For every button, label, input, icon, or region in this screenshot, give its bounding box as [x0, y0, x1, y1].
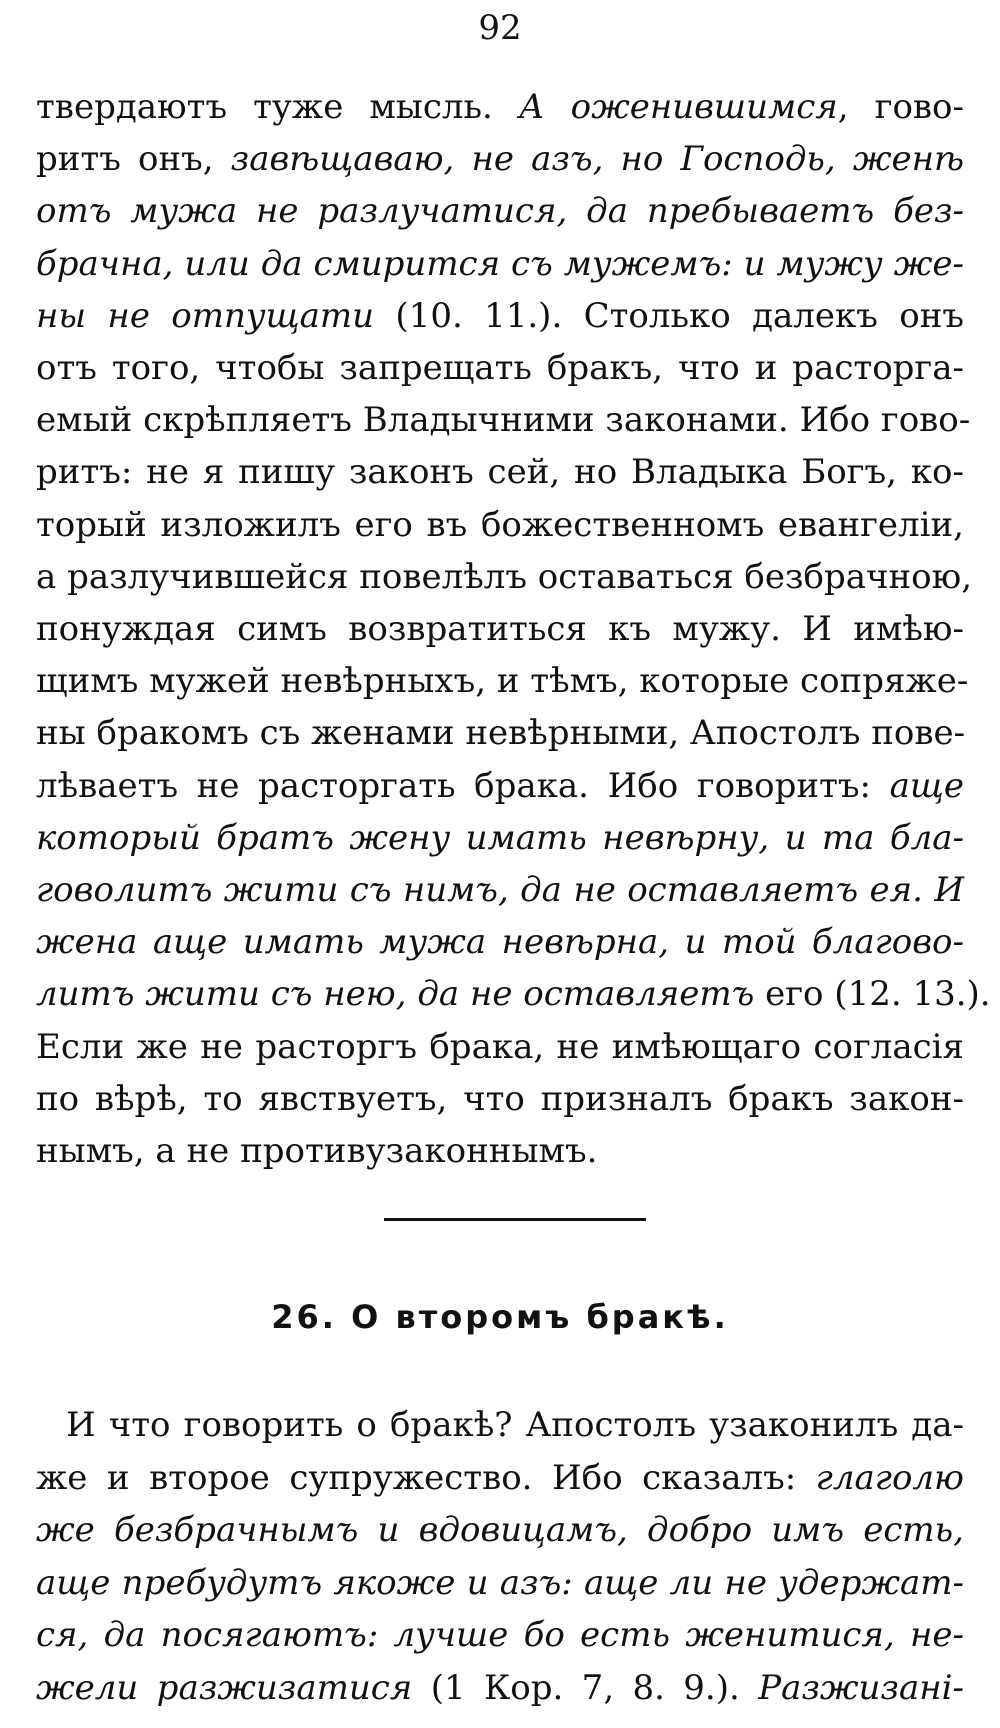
- text-line: [36, 500, 964, 550]
- text-line: [36, 1505, 964, 1555]
- text-line: [36, 708, 964, 758]
- text-line: [36, 865, 964, 915]
- text-line: [36, 917, 964, 967]
- text-line: [36, 656, 969, 706]
- text-line: [36, 1453, 964, 1503]
- text-run: же и второе супружество. Ибо сказалъ:: [36, 1457, 816, 1498]
- text-run: , гово-: [837, 87, 965, 127]
- italic-quote: жена аще имать мужа невѣрна, и той благово-: [36, 922, 964, 963]
- italic-quote: завѣщаваю, не азъ, но Господь, женѣ: [230, 139, 964, 180]
- text-line: [36, 761, 964, 811]
- text-line: [36, 1558, 964, 1608]
- text-run: по вѣрѣ, то явствуетъ, что призналъ бракъ закон-: [36, 1078, 964, 1119]
- italic-quote: А оженившимся: [518, 87, 838, 127]
- text-run: емый скрѣпляетъ Владычними законами. Ибо гово-: [36, 400, 971, 441]
- italic-quote: ны не отпущати: [36, 295, 375, 336]
- italic-quote: ся, да посягаютъ: лучше бо есть женитися, не-: [36, 1615, 964, 1655]
- text-line: [36, 969, 991, 1019]
- text-run: ритъ онъ,: [36, 139, 231, 180]
- text-run: (1 Кор. 7, 8. 9.).: [412, 1667, 759, 1708]
- italic-quote: глаголю: [815, 1457, 964, 1498]
- text-line: [36, 82, 964, 132]
- italic-quote: аще: [889, 765, 964, 806]
- italic-quote: отъ мужа не разлучатися, да пребываетъ без-: [36, 191, 964, 232]
- text-run: понуждая симъ возвратиться къ мужу. И имѣю-: [36, 609, 964, 649]
- text-line: [36, 186, 964, 236]
- text-run: лѣваетъ не расторгать брака. Ибо говоритъ:: [36, 765, 890, 806]
- text-run: ны бракомъ съ женами невѣрными, Апостолъ пове-: [36, 713, 966, 754]
- text-line: [36, 239, 964, 289]
- section-heading: 26. О второмъ бракѣ.: [271, 1298, 729, 1336]
- italic-quote: жели разжизатися: [36, 1667, 413, 1708]
- text-run: (10. 11.). Столько далекъ онъ: [374, 295, 964, 336]
- text-line: [36, 134, 964, 184]
- text-run: а разлучившейся повелѣлъ оставаться безбрачною,: [36, 556, 973, 597]
- text-run: его (12. 13.).: [754, 974, 991, 1015]
- text-run: нымъ, а не противузаконнымъ.: [36, 1131, 598, 1171]
- italic-quote: брачна, или да смирится съ мужемъ: и мужу же-: [36, 243, 964, 284]
- text-line: [36, 1610, 964, 1660]
- text-line: [36, 604, 964, 654]
- italic-quote: Разжизані-: [758, 1667, 964, 1708]
- text-run: щимъ мужей невѣрныхъ, и тѣмъ, которые сопряже-: [36, 661, 969, 702]
- italic-quote: который братъ жену имать невѣрну, и та бла-: [36, 817, 964, 858]
- text-line: [36, 1126, 964, 1176]
- text-run: И что говорить о бракѣ? Апостолъ узаконилъ да-: [66, 1405, 964, 1445]
- text-line: [36, 813, 964, 863]
- text-run: Если же не расторгъ брака, не имѣющаго согласія: [36, 1026, 964, 1067]
- text-line: [66, 1400, 964, 1450]
- text-run: отъ того, чтобы запрещать бракъ, что и расторга-: [36, 348, 964, 388]
- text-line: [36, 1663, 964, 1713]
- text-line: [36, 291, 964, 341]
- italic-quote: же безбрачнымъ и вдовицамъ, добро имъ есть,: [36, 1510, 964, 1550]
- text-line: [36, 1074, 964, 1124]
- text-line: [36, 1022, 964, 1072]
- text-line: [36, 552, 973, 602]
- text-run: твердаютъ тужe мысль.: [36, 87, 519, 127]
- text-run: ритъ: не я пишу законъ сей, но Владыка Богъ, ко-: [36, 452, 964, 493]
- section-divider: [384, 1218, 646, 1221]
- text-line: [36, 343, 964, 393]
- italic-quote: говолитъ жити съ нимъ, да не оставляетъ ея. И: [36, 870, 964, 910]
- italic-quote: литъ жити съ нею, да не оставляетъ: [36, 974, 755, 1015]
- text-line: [36, 447, 964, 497]
- text-run: торый изложилъ его въ божественномъ евангеліи,: [36, 504, 964, 545]
- page-number: 92: [478, 8, 522, 48]
- italic-quote: аще пребудутъ якоже и азъ: аще ли не удержат-: [36, 1562, 964, 1603]
- text-line: [36, 395, 971, 445]
